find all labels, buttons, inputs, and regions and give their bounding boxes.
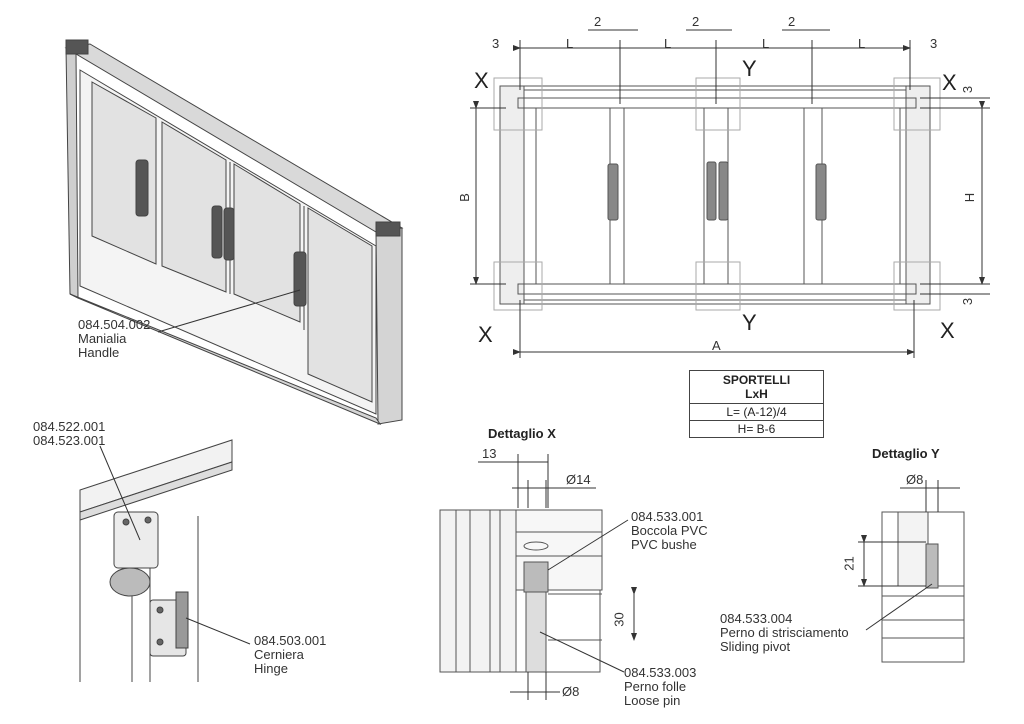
pin-code: 084.533.003 [624,665,697,680]
detail-y-dim-d8: Ø8 [906,472,924,487]
dim-l-4: L [858,36,866,51]
pivot-label-it: Perno di strisciamento [720,625,849,640]
detail-mark-x-top-left: X [474,68,489,93]
bracket-code-b: 084.523.001 [33,433,106,448]
handle-label-it: Manialia [78,331,127,346]
detail-mark-y-bottom: Y [742,310,757,335]
bush-code: 084.533.001 [631,509,704,524]
pivot-code: 084.533.004 [720,611,793,626]
sizing-table-header [690,371,823,403]
detail-y-drawing [882,512,964,662]
handle-label-en: Handle [78,345,120,360]
detail-x-drawing [440,510,602,672]
dim-3-bottom: 3 [960,297,976,306]
pin-label-en: Loose pin [624,693,681,708]
dim-l-3: L [762,36,770,51]
bush-label-it: Boccola PVC [631,523,708,538]
dim-3-right: 3 [930,36,938,51]
dim-l-1: L [566,36,574,51]
dim-a: A [712,338,721,353]
detail-x-dim-d14: Ø14 [566,472,591,487]
detail-x-dim-d8: Ø8 [562,684,580,699]
bracket-code-a: 084.522.001 [33,419,106,434]
detail-x-dim-13: 13 [482,446,497,461]
hinge-code: 084.503.001 [254,633,327,648]
detail-mark-y-top: Y [742,56,757,81]
dim-l-2: L [664,36,672,51]
detail-y-title: Dettaglio Y [872,446,940,461]
sizing-table [689,370,824,438]
front-view-drawing [494,78,940,310]
sizing-table-header-1: SPORTELLI [722,373,791,387]
dim-2-a: 2 [594,14,602,29]
isometric-cabinet [66,40,402,424]
handle-code: 084.504.002 [78,317,151,332]
detail-mark-x-top-right: X [942,70,957,95]
bush-label-en: PVC bushe [631,537,697,552]
dim-3-top: 3 [960,85,976,94]
dim-3-left: 3 [492,36,500,51]
pin-label-it: Perno folle [624,679,687,694]
dim-2-c: 2 [788,14,796,29]
detail-x-dim-30: 30 [611,612,627,627]
dim-2-b: 2 [692,14,700,29]
hinge-leader [186,618,250,644]
detail-mark-x-bottom-left: X [478,322,493,347]
sizing-table-row-2: H= B-6 [690,420,823,437]
detail-x-title: Dettaglio X [488,426,556,441]
hinge-label-it: Cerniera [254,647,304,662]
pivot-label-en: Sliding pivot [720,639,791,654]
hinge-detail-drawing [80,440,232,682]
dim-b: B [456,193,472,202]
dim-h: H [962,192,978,203]
hinge-label-en: Hinge [254,661,288,676]
detail-mark-x-bottom-right: X [940,318,955,343]
sizing-table-row-1: L= (A-12)/4 [690,403,823,420]
detail-y-dim-21: 21 [841,556,857,571]
sizing-table-header-2: LxH [745,387,768,401]
